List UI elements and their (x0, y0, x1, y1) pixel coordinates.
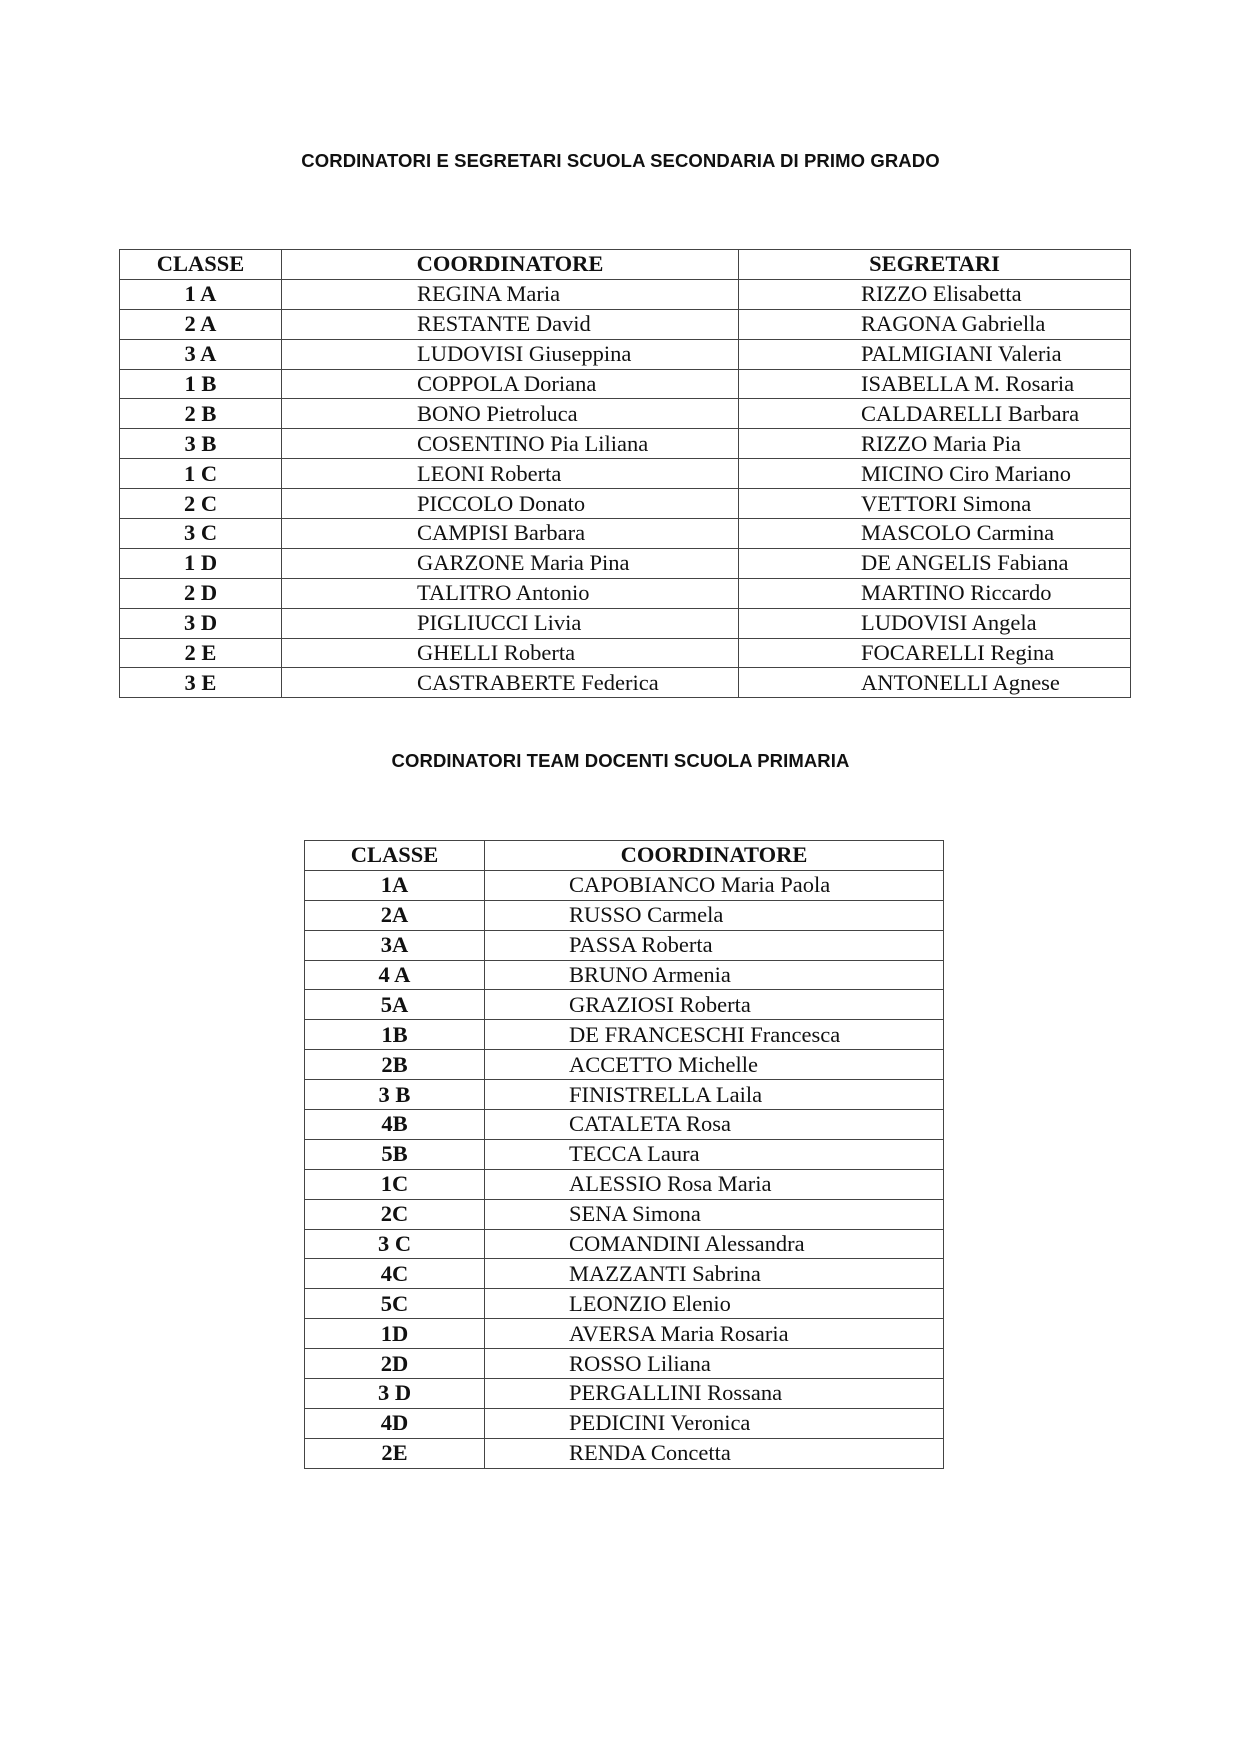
table-row (305, 1319, 944, 1349)
cell-segretari: FOCARELLI Regina (739, 638, 1131, 668)
table-row (305, 1379, 944, 1409)
header-classe: CLASSE (120, 250, 282, 280)
cell-coordinatore: AVERSA Maria Rosaria (485, 1319, 944, 1349)
cell-coordinatore: LEONZIO Elenio (485, 1289, 944, 1319)
table-row (305, 1289, 944, 1319)
cell-coordinatore: PASSA Roberta (485, 930, 944, 960)
cell-coordinatore: LUDOVISI Giuseppina (282, 339, 739, 369)
table-row (305, 1438, 944, 1468)
cell-coordinatore: TALITRO Antonio (282, 578, 739, 608)
table-row (305, 1259, 944, 1289)
table-row (120, 279, 1131, 309)
cell-coordinatore: GHELLI Roberta (282, 638, 739, 668)
cell-coordinatore: CATALETA Rosa (485, 1110, 944, 1140)
cell-segretari: MARTINO Riccardo (739, 578, 1131, 608)
table-row (120, 459, 1131, 489)
cell-classe: 5C (305, 1289, 485, 1319)
cell-classe: 4 A (305, 960, 485, 990)
cell-classe: 1 A (120, 279, 282, 309)
cell-segretari: CALDARELLI Barbara (739, 399, 1131, 429)
table-row (120, 638, 1131, 668)
table-row (305, 1080, 944, 1110)
table-row (305, 960, 944, 990)
cell-coordinatore: REGINA Maria (282, 279, 739, 309)
primaria-table (304, 840, 944, 1469)
cell-classe: 2 E (120, 638, 282, 668)
cell-coordinatore: TECCA Laura (485, 1139, 944, 1169)
cell-coordinatore: FINISTRELLA Laila (485, 1080, 944, 1110)
secondaria-table (119, 249, 1131, 698)
table-row (305, 1349, 944, 1379)
cell-classe: 2 C (120, 489, 282, 519)
table-row (305, 900, 944, 930)
cell-classe: 3 E (120, 668, 282, 698)
cell-coordinatore: ROSSO Liliana (485, 1349, 944, 1379)
primaria-table-body (305, 870, 944, 1468)
cell-segretari: RIZZO Maria Pia (739, 429, 1131, 459)
cell-classe: 2 A (120, 309, 282, 339)
cell-classe: 1 D (120, 548, 282, 578)
cell-classe: 2E (305, 1438, 485, 1468)
cell-segretari: ISABELLA M. Rosaria (739, 369, 1131, 399)
table-row (120, 399, 1131, 429)
cell-classe: 3 A (120, 339, 282, 369)
cell-segretari: MICINO Ciro Mariano (739, 459, 1131, 489)
cell-coordinatore: GARZONE Maria Pina (282, 548, 739, 578)
cell-classe: 1D (305, 1319, 485, 1349)
table-row (120, 369, 1131, 399)
table-row (120, 548, 1131, 578)
cell-segretari: LUDOVISI Angela (739, 608, 1131, 638)
cell-coordinatore: GRAZIOSI Roberta (485, 990, 944, 1020)
cell-classe: 1 C (120, 459, 282, 489)
table-row (120, 309, 1131, 339)
cell-coordinatore: RUSSO Carmela (485, 900, 944, 930)
secondaria-title: CORDINATORI E SEGRETARI SCUOLA SECONDARIA DI PRIMO GRADO (301, 150, 940, 171)
cell-classe: 4B (305, 1110, 485, 1140)
header-segretari: SEGRETARI (739, 250, 1131, 280)
table-row (120, 339, 1131, 369)
cell-classe: 1C (305, 1169, 485, 1199)
table-row (120, 668, 1131, 698)
cell-coordinatore: ACCETTO Michelle (485, 1050, 944, 1080)
cell-classe: 5B (305, 1139, 485, 1169)
cell-classe: 1B (305, 1020, 485, 1050)
cell-coordinatore: RESTANTE David (282, 309, 739, 339)
cell-classe: 5A (305, 990, 485, 1020)
cell-coordinatore: PEDICINI Veronica (485, 1408, 944, 1438)
table-header-row (120, 250, 1131, 280)
cell-coordinatore: CAMPISI Barbara (282, 519, 739, 549)
cell-coordinatore: BRUNO Armenia (485, 960, 944, 990)
cell-segretari: MASCOLO Carmina (739, 519, 1131, 549)
cell-coordinatore: LEONI Roberta (282, 459, 739, 489)
table-header-row (305, 841, 944, 871)
table-row (305, 990, 944, 1020)
table-row (305, 1110, 944, 1140)
cell-segretari: DE ANGELIS Fabiana (739, 548, 1131, 578)
cell-coordinatore: COPPOLA Doriana (282, 369, 739, 399)
cell-classe: 4D (305, 1408, 485, 1438)
cell-coordinatore: PICCOLO Donato (282, 489, 739, 519)
cell-segretari: PALMIGIANI Valeria (739, 339, 1131, 369)
table-row (120, 578, 1131, 608)
secondaria-table-body (120, 279, 1131, 697)
table-row (305, 1229, 944, 1259)
primaria-title: CORDINATORI TEAM DOCENTI SCUOLA PRIMARIA (391, 750, 850, 771)
table-row (305, 1199, 944, 1229)
cell-coordinatore: CASTRABERTE Federica (282, 668, 739, 698)
cell-coordinatore: CAPOBIANCO Maria Paola (485, 870, 944, 900)
cell-classe: 3A (305, 930, 485, 960)
table-row (305, 1139, 944, 1169)
cell-classe: 4C (305, 1259, 485, 1289)
cell-segretari: VETTORI Simona (739, 489, 1131, 519)
cell-coordinatore: ALESSIO Rosa Maria (485, 1169, 944, 1199)
table-row (305, 1050, 944, 1080)
cell-classe: 3 D (120, 608, 282, 638)
header-coordinatore: COORDINATORE (282, 250, 739, 280)
cell-classe: 2 D (120, 578, 282, 608)
table-row (305, 870, 944, 900)
cell-classe: 1 B (120, 369, 282, 399)
cell-classe: 3 C (120, 519, 282, 549)
cell-classe: 3 B (120, 429, 282, 459)
cell-coordinatore: PIGLIUCCI Livia (282, 608, 739, 638)
cell-classe: 2A (305, 900, 485, 930)
cell-segretari: RIZZO Elisabetta (739, 279, 1131, 309)
table-row (120, 608, 1131, 638)
cell-classe: 2D (305, 1349, 485, 1379)
cell-classe: 1A (305, 870, 485, 900)
table-row (305, 1408, 944, 1438)
cell-coordinatore: PERGALLINI Rossana (485, 1379, 944, 1409)
table-row (305, 1169, 944, 1199)
table-row (305, 1020, 944, 1050)
cell-segretari: ANTONELLI Agnese (739, 668, 1131, 698)
table-row (120, 489, 1131, 519)
cell-coordinatore: COMANDINI Alessandra (485, 1229, 944, 1259)
table-row (120, 519, 1131, 549)
table-row (305, 930, 944, 960)
cell-classe: 2C (305, 1199, 485, 1229)
header-classe: CLASSE (305, 841, 485, 871)
cell-coordinatore: RENDA Concetta (485, 1438, 944, 1468)
cell-classe: 2B (305, 1050, 485, 1080)
cell-coordinatore: SENA Simona (485, 1199, 944, 1229)
header-coordinatore: COORDINATORE (485, 841, 944, 871)
cell-classe: 3 D (305, 1379, 485, 1409)
cell-coordinatore: MAZZANTI Sabrina (485, 1259, 944, 1289)
cell-classe: 3 B (305, 1080, 485, 1110)
table-row (120, 429, 1131, 459)
cell-coordinatore: BONO Pietroluca (282, 399, 739, 429)
cell-coordinatore: COSENTINO Pia Liliana (282, 429, 739, 459)
cell-classe: 3 C (305, 1229, 485, 1259)
cell-coordinatore: DE FRANCESCHI Francesca (485, 1020, 944, 1050)
cell-classe: 2 B (120, 399, 282, 429)
cell-segretari: RAGONA Gabriella (739, 309, 1131, 339)
